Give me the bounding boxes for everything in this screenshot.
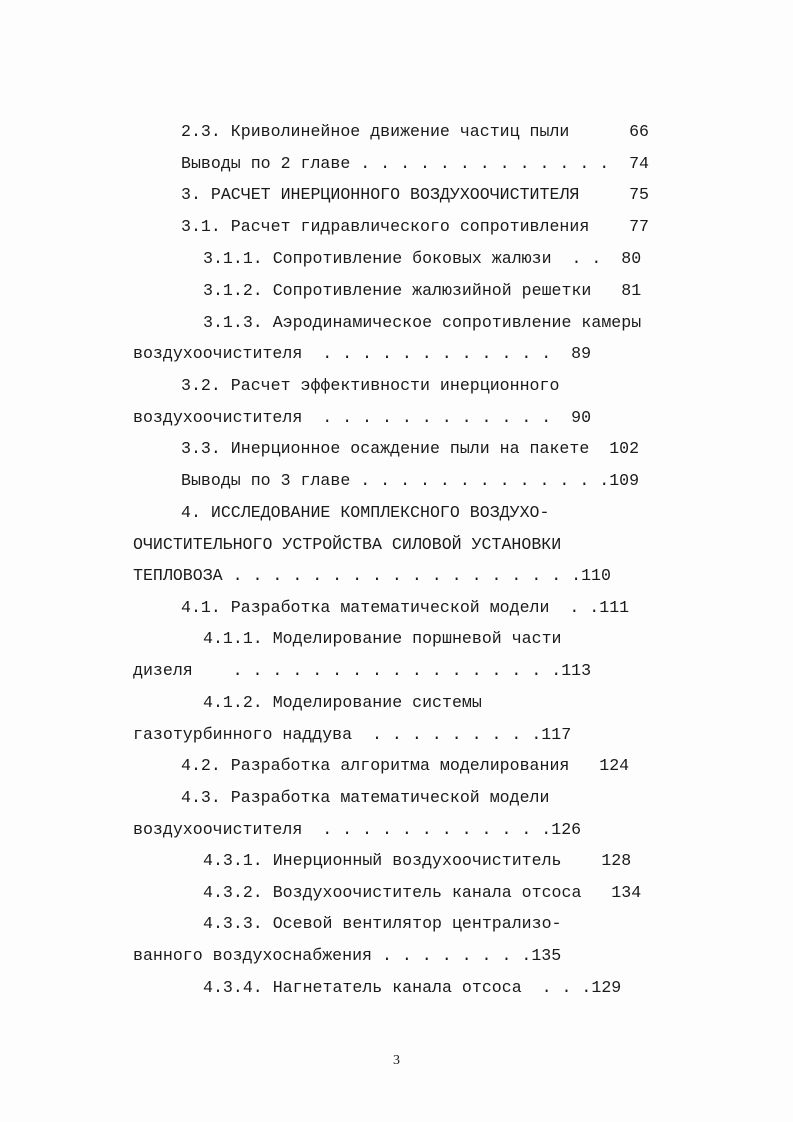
toc-line: Выводы по 3 главе . . . . . . . . . . . . .109	[181, 471, 640, 490]
toc-line: 4.3.2. Воздухоочиститель канала отсоса 134	[203, 883, 642, 902]
toc-line: 2.3. Криволинейное движение частиц пыли 66	[181, 122, 650, 141]
toc-line: 3.3. Инерционное осаждение пыли на пакете 102	[181, 439, 640, 458]
toc-line: газотурбинного наддува . . . . . . . . .117	[133, 725, 572, 744]
toc-line: 4.3.4. Нагнетатель канала отсоса . . .129	[203, 978, 622, 997]
toc-line: 4.1.1. Моделирование поршневой части	[203, 629, 562, 648]
toc-line: Выводы по 2 главе . . . . . . . . . . . . . 74	[181, 154, 650, 173]
toc-line: 4.2. Разработка алгоритма моделирования 124	[181, 756, 630, 775]
toc-line: 4. ИССЛЕДОВАНИЕ КОМПЛЕКСНОГО ВОЗДУХО-	[181, 503, 550, 522]
toc-line: 4.1. Разработка математической модели . .111	[181, 598, 630, 617]
toc-line: дизеля . . . . . . . . . . . . . . . . .113	[133, 661, 592, 680]
toc-line: 4.3.1. Инерционный воздухоочиститель 128	[203, 851, 632, 870]
toc-line: 3.2. Расчет эффективности инерционного	[181, 376, 560, 395]
toc-line: 3.1.2. Сопротивление жалюзийной решетки 81	[203, 281, 642, 300]
toc-line: 4.3. Разработка математической модели	[181, 788, 550, 807]
toc-line: воздухоочистителя . . . . . . . . . . . . 89	[133, 344, 592, 363]
toc-line: 4.1.2. Моделирование системы	[203, 693, 482, 712]
toc-line: ТЕПЛОВОЗА . . . . . . . . . . . . . . . . . .110	[133, 566, 611, 585]
toc-line: воздухоочистителя . . . . . . . . . . . .126	[133, 820, 582, 839]
toc-line: ОЧИСТИТЕЛЬНОГО УСТРОЙСТВА СИЛОВОЙ УСТАНОВКИ	[133, 535, 562, 554]
toc-line: 4.3.3. Осевой вентилятор централизо-	[203, 914, 562, 933]
toc-line: ванного воздухоснабжения . . . . . . . .135	[133, 946, 562, 965]
toc-line: 3.1.3. Аэродинамическое сопротивление камеры	[203, 313, 642, 332]
toc-line: 3.1.1. Сопротивление боковых жалюзи . . 80	[203, 249, 642, 268]
toc-line: 3.1. Расчет гидравлического сопротивления 77	[181, 217, 650, 236]
page-number: 3	[393, 1053, 400, 1068]
toc-line: 3. РАСЧЕТ ИНЕРЦИОННОГО ВОЗДУХООЧИСТИТЕЛЯ 75	[181, 185, 650, 204]
toc-line: воздухоочистителя . . . . . . . . . . . . 90	[133, 408, 592, 427]
